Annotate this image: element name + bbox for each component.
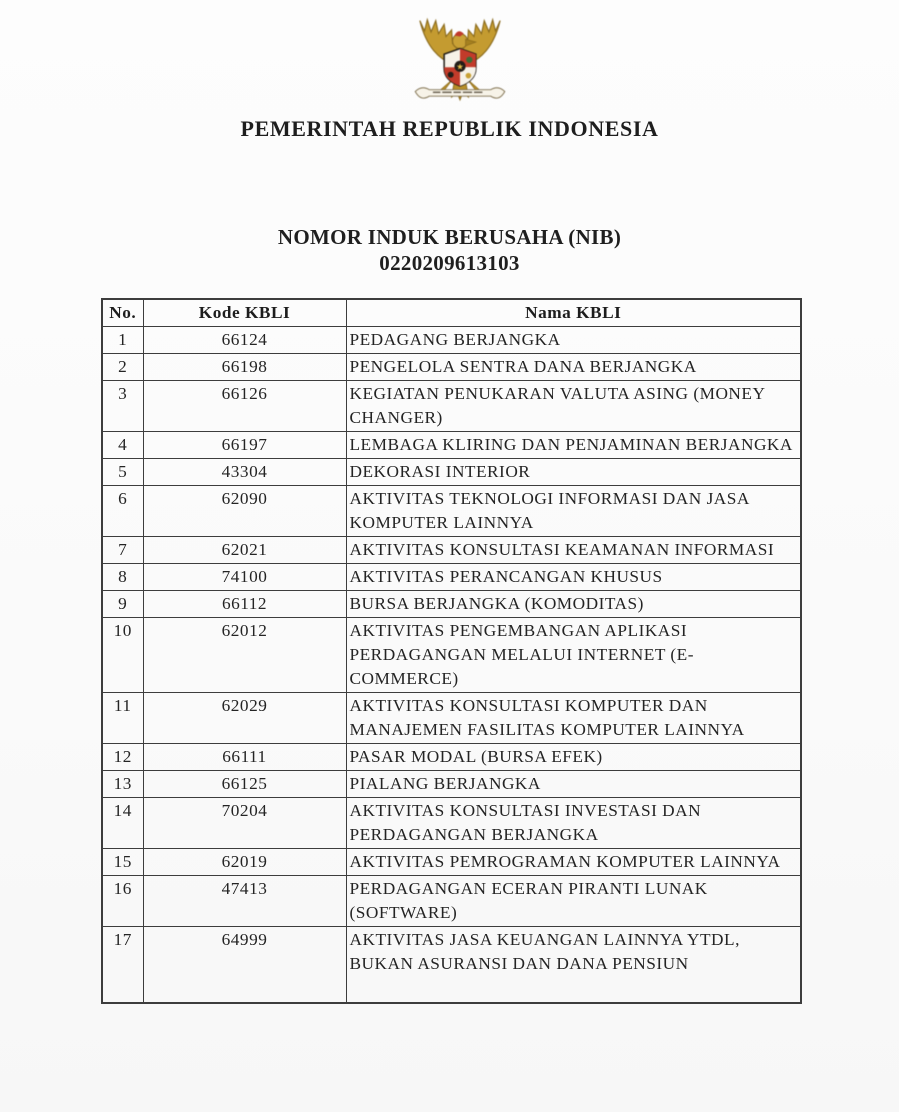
- kbli-table-row: [102, 381, 801, 432]
- kbli-name-cell: PERDAGANGAN ECERAN PIRANTI LUNAK (SOFTWARE): [346, 876, 801, 927]
- row-number-cell: 7: [102, 537, 143, 564]
- kbli-name-cell: PENGELOLA SENTRA DANA BERJANGKA: [346, 354, 801, 381]
- kbli-name-cell: DEKORASI INTERIOR: [346, 459, 801, 486]
- kbli-code-cell: 66124: [143, 327, 346, 354]
- row-number-cell: 13: [102, 771, 143, 798]
- kbli-table-row: [102, 486, 801, 537]
- kbli-code-cell: 47413: [143, 876, 346, 927]
- row-number-cell: 16: [102, 876, 143, 927]
- garuda-pancasila-emblem: [404, 6, 516, 108]
- kbli-table-row: [102, 771, 801, 798]
- row-number-cell: 8: [102, 564, 143, 591]
- nib-heading: [0, 224, 899, 276]
- kbli-table-row: [102, 849, 801, 876]
- column-header-nama-kbli: Nama KBLI: [346, 299, 801, 327]
- kbli-table-row: [102, 432, 801, 459]
- kbli-code-cell: 43304: [143, 459, 346, 486]
- row-number-cell: 3: [102, 381, 143, 432]
- column-header-kode-kbli: Kode KBLI: [143, 299, 346, 327]
- kbli-name-cell: BURSA BERJANGKA (KOMODITAS): [346, 591, 801, 618]
- government-title: PEMERINTAH REPUBLIK INDONESIA: [240, 116, 659, 141]
- kbli-table-row: [102, 798, 801, 849]
- kbli-table-row: [102, 618, 801, 693]
- kbli-code-cell: 62021: [143, 537, 346, 564]
- row-number-cell: 10: [102, 618, 143, 693]
- kbli-code-cell: 62019: [143, 849, 346, 876]
- kbli-name-cell: KEGIATAN PENUKARAN VALUTA ASING (MONEY CHANGER): [346, 381, 801, 432]
- kbli-table-row: [102, 693, 801, 744]
- row-number-cell: 17: [102, 927, 143, 1004]
- kbli-code-cell: 74100: [143, 564, 346, 591]
- kbli-name-cell: AKTIVITAS KONSULTASI KOMPUTER DAN MANAJEMEN FASILITAS KOMPUTER LAINNYA: [346, 693, 801, 744]
- row-number-cell: 6: [102, 486, 143, 537]
- kbli-table-row: [102, 876, 801, 927]
- kbli-table-row: [102, 537, 801, 564]
- kbli-name-cell: AKTIVITAS KONSULTASI INVESTASI DAN PERDAGANGAN BERJANGKA: [346, 798, 801, 849]
- kbli-code-cell: 66198: [143, 354, 346, 381]
- kbli-name-cell: LEMBAGA KLIRING DAN PENJAMINAN BERJANGKA: [346, 432, 801, 459]
- kbli-name-cell: AKTIVITAS PENGEMBANGAN APLIKASI PERDAGANGAN MELALUI INTERNET (E-COMMERCE): [346, 618, 801, 693]
- kbli-code-cell: 62029: [143, 693, 346, 744]
- kbli-table-row: [102, 459, 801, 486]
- kbli-code-cell: 66111: [143, 744, 346, 771]
- row-number-cell: 11: [102, 693, 143, 744]
- row-number-cell: 5: [102, 459, 143, 486]
- kbli-code-cell: 66126: [143, 381, 346, 432]
- row-number-cell: 15: [102, 849, 143, 876]
- kbli-table-row: [102, 927, 801, 1004]
- kbli-code-cell: 62012: [143, 618, 346, 693]
- nib-number: 0220209613103: [379, 251, 520, 275]
- kbli-code-cell: 62090: [143, 486, 346, 537]
- row-number-cell: 4: [102, 432, 143, 459]
- column-header-no: No.: [102, 299, 143, 327]
- kbli-table-row: [102, 564, 801, 591]
- kbli-code-cell: 66125: [143, 771, 346, 798]
- row-number-cell: 2: [102, 354, 143, 381]
- kbli-code-cell: 66112: [143, 591, 346, 618]
- kbli-name-cell: AKTIVITAS TEKNOLOGI INFORMASI DAN JASA KOMPUTER LAINNYA: [346, 486, 801, 537]
- kbli-table-row: [102, 591, 801, 618]
- kbli-name-cell: PEDAGANG BERJANGKA: [346, 327, 801, 354]
- kbli-name-cell: AKTIVITAS KONSULTASI KEAMANAN INFORMASI: [346, 537, 801, 564]
- kbli-name-cell: AKTIVITAS PEMROGRAMAN KOMPUTER LAINNYA: [346, 849, 801, 876]
- kbli-code-cell: 70204: [143, 798, 346, 849]
- kbli-name-cell: AKTIVITAS JASA KEUANGAN LAINNYA YTDL, BUKAN ASURANSI DAN DANA PENSIUN: [346, 927, 801, 1004]
- svg-text:★: ★: [456, 61, 464, 72]
- row-number-cell: 1: [102, 327, 143, 354]
- kbli-table-row: [102, 354, 801, 381]
- row-number-cell: 9: [102, 591, 143, 618]
- kbli-name-cell: PASAR MODAL (BURSA EFEK): [346, 744, 801, 771]
- kbli-table-body: [102, 327, 801, 1004]
- kbli-table-header-row: [102, 299, 801, 327]
- kbli-code-cell: 64999: [143, 927, 346, 1004]
- row-number-cell: 12: [102, 744, 143, 771]
- kbli-name-cell: PIALANG BERJANGKA: [346, 771, 801, 798]
- kbli-table-row: [102, 327, 801, 354]
- nib-title: NOMOR INDUK BERUSAHA (NIB): [277, 225, 622, 249]
- kbli-code-cell: 66197: [143, 432, 346, 459]
- row-number-cell: 14: [102, 798, 143, 849]
- kbli-name-cell: AKTIVITAS PERANCANGAN KHUSUS: [346, 564, 801, 591]
- kbli-table: [101, 298, 802, 1004]
- kbli-table-row: [102, 744, 801, 771]
